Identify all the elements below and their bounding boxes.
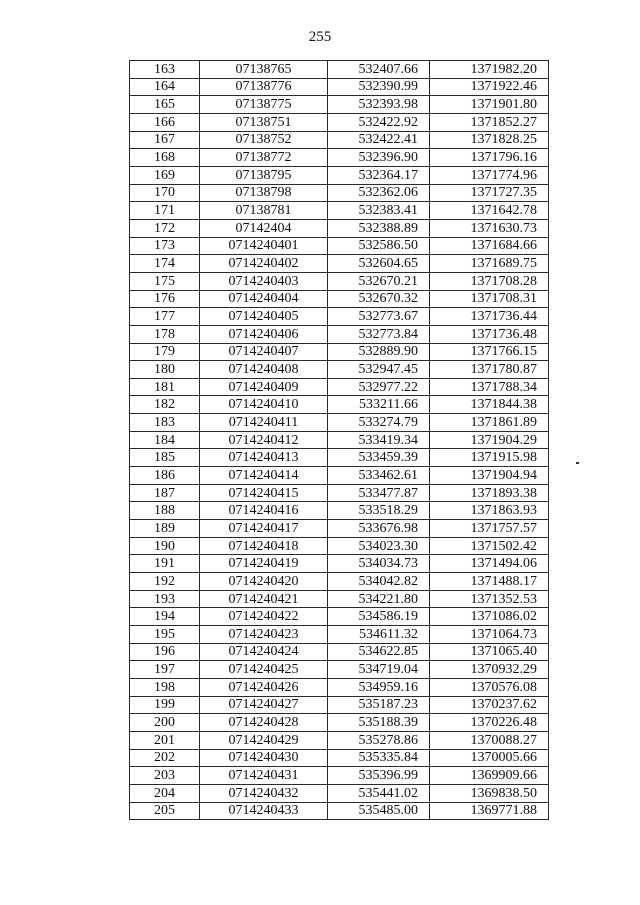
table-row bbox=[130, 802, 549, 820]
point-id-cell: 0714240430 bbox=[200, 749, 328, 767]
row-number-cell: 205 bbox=[130, 802, 200, 820]
x-coordinate-cell: 533211.66 bbox=[328, 396, 430, 414]
row-number-cell: 171 bbox=[130, 202, 200, 220]
x-coordinate-cell: 533419.34 bbox=[328, 431, 430, 449]
x-coordinate-cell: 532407.66 bbox=[328, 61, 430, 79]
x-coordinate-cell: 535278.86 bbox=[328, 731, 430, 749]
point-id-cell: 0714240406 bbox=[200, 325, 328, 343]
row-number-cell: 183 bbox=[130, 414, 200, 432]
y-coordinate-cell: 1371684.66 bbox=[430, 237, 549, 255]
x-coordinate-cell: 535335.84 bbox=[328, 749, 430, 767]
row-number-cell: 187 bbox=[130, 484, 200, 502]
y-coordinate-cell: 1371708.28 bbox=[430, 272, 549, 290]
row-number-cell: 186 bbox=[130, 467, 200, 485]
row-number-cell: 180 bbox=[130, 361, 200, 379]
point-id-cell: 07138776 bbox=[200, 78, 328, 96]
point-id-cell: 0714240422 bbox=[200, 608, 328, 626]
point-id-cell: 0714240407 bbox=[200, 343, 328, 361]
scan-artifact-mark bbox=[576, 462, 579, 464]
x-coordinate-cell: 532390.99 bbox=[328, 78, 430, 96]
table-row bbox=[130, 219, 549, 237]
point-id-cell: 0714240408 bbox=[200, 361, 328, 379]
table-row bbox=[130, 608, 549, 626]
x-coordinate-cell: 533477.87 bbox=[328, 484, 430, 502]
y-coordinate-cell: 1371915.98 bbox=[430, 449, 549, 467]
point-id-cell: 0714240426 bbox=[200, 678, 328, 696]
x-coordinate-cell: 533518.29 bbox=[328, 502, 430, 520]
y-coordinate-cell: 1371352.53 bbox=[430, 590, 549, 608]
table-row bbox=[130, 643, 549, 661]
point-id-cell: 0714240428 bbox=[200, 714, 328, 732]
y-coordinate-cell: 1369838.50 bbox=[430, 784, 549, 802]
row-number-cell: 172 bbox=[130, 219, 200, 237]
x-coordinate-cell: 532977.22 bbox=[328, 378, 430, 396]
x-coordinate-cell: 534959.16 bbox=[328, 678, 430, 696]
y-coordinate-cell: 1371642.78 bbox=[430, 202, 549, 220]
table-row bbox=[130, 767, 549, 785]
table-row bbox=[130, 343, 549, 361]
row-number-cell: 185 bbox=[130, 449, 200, 467]
table-row bbox=[130, 396, 549, 414]
point-id-cell: 07138795 bbox=[200, 166, 328, 184]
point-id-cell: 0714240411 bbox=[200, 414, 328, 432]
y-coordinate-cell: 1370237.62 bbox=[430, 696, 549, 714]
table-row bbox=[130, 431, 549, 449]
row-number-cell: 194 bbox=[130, 608, 200, 626]
page-number: 255 bbox=[308, 29, 332, 45]
y-coordinate-cell: 1371852.27 bbox=[430, 113, 549, 131]
y-coordinate-cell: 1371774.96 bbox=[430, 166, 549, 184]
row-number-cell: 169 bbox=[130, 166, 200, 184]
x-coordinate-cell: 532422.92 bbox=[328, 113, 430, 131]
row-number-cell: 191 bbox=[130, 555, 200, 573]
y-coordinate-cell: 1370932.29 bbox=[430, 661, 549, 679]
table-row bbox=[130, 678, 549, 696]
y-coordinate-cell: 1371844.38 bbox=[430, 396, 549, 414]
table-row bbox=[130, 696, 549, 714]
table-row bbox=[130, 61, 549, 79]
point-id-cell: 07142404 bbox=[200, 219, 328, 237]
x-coordinate-cell: 535441.02 bbox=[328, 784, 430, 802]
y-coordinate-cell: 1371893.38 bbox=[430, 484, 549, 502]
coordinate-table bbox=[129, 60, 549, 820]
row-number-cell: 196 bbox=[130, 643, 200, 661]
y-coordinate-cell: 1371904.94 bbox=[430, 467, 549, 485]
y-coordinate-cell: 1370576.08 bbox=[430, 678, 549, 696]
row-number-cell: 201 bbox=[130, 731, 200, 749]
row-number-cell: 167 bbox=[130, 131, 200, 149]
table-row bbox=[130, 290, 549, 308]
row-number-cell: 204 bbox=[130, 784, 200, 802]
point-id-cell: 0714240417 bbox=[200, 520, 328, 538]
x-coordinate-cell: 532364.17 bbox=[328, 166, 430, 184]
row-number-cell: 202 bbox=[130, 749, 200, 767]
row-number-cell: 166 bbox=[130, 113, 200, 131]
table-row bbox=[130, 749, 549, 767]
x-coordinate-cell: 532388.89 bbox=[328, 219, 430, 237]
table-row bbox=[130, 166, 549, 184]
point-id-cell: 0714240403 bbox=[200, 272, 328, 290]
row-number-cell: 170 bbox=[130, 184, 200, 202]
point-id-cell: 0714240413 bbox=[200, 449, 328, 467]
table-row bbox=[130, 626, 549, 644]
row-number-cell: 193 bbox=[130, 590, 200, 608]
x-coordinate-cell: 534611.32 bbox=[328, 626, 430, 644]
y-coordinate-cell: 1371828.25 bbox=[430, 131, 549, 149]
point-id-cell: 07138751 bbox=[200, 113, 328, 131]
x-coordinate-cell: 535396.99 bbox=[328, 767, 430, 785]
point-id-cell: 0714240401 bbox=[200, 237, 328, 255]
row-number-cell: 178 bbox=[130, 325, 200, 343]
x-coordinate-cell: 535188.39 bbox=[328, 714, 430, 732]
y-coordinate-cell: 1371086.02 bbox=[430, 608, 549, 626]
x-coordinate-cell: 532586.50 bbox=[328, 237, 430, 255]
y-coordinate-cell: 1371494.06 bbox=[430, 555, 549, 573]
y-coordinate-cell: 1371796.16 bbox=[430, 149, 549, 167]
table-row bbox=[130, 520, 549, 538]
y-coordinate-cell: 1371708.31 bbox=[430, 290, 549, 308]
row-number-cell: 190 bbox=[130, 537, 200, 555]
point-id-cell: 07138775 bbox=[200, 96, 328, 114]
x-coordinate-cell: 533274.79 bbox=[328, 414, 430, 432]
point-id-cell: 0714240415 bbox=[200, 484, 328, 502]
table-row bbox=[130, 131, 549, 149]
table-row bbox=[130, 149, 549, 167]
row-number-cell: 200 bbox=[130, 714, 200, 732]
y-coordinate-cell: 1371689.75 bbox=[430, 255, 549, 273]
table-row bbox=[130, 272, 549, 290]
x-coordinate-cell: 532670.21 bbox=[328, 272, 430, 290]
y-coordinate-cell: 1371736.44 bbox=[430, 308, 549, 326]
y-coordinate-cell: 1371780.87 bbox=[430, 361, 549, 379]
row-number-cell: 189 bbox=[130, 520, 200, 538]
table-row bbox=[130, 502, 549, 520]
table-row bbox=[130, 537, 549, 555]
row-number-cell: 198 bbox=[130, 678, 200, 696]
point-id-cell: 0714240433 bbox=[200, 802, 328, 820]
point-id-cell: 0714240418 bbox=[200, 537, 328, 555]
point-id-cell: 07138781 bbox=[200, 202, 328, 220]
x-coordinate-cell: 532670.32 bbox=[328, 290, 430, 308]
x-coordinate-cell: 535187.23 bbox=[328, 696, 430, 714]
row-number-cell: 181 bbox=[130, 378, 200, 396]
x-coordinate-cell: 534622.85 bbox=[328, 643, 430, 661]
row-number-cell: 173 bbox=[130, 237, 200, 255]
table-row bbox=[130, 714, 549, 732]
y-coordinate-cell: 1371861.89 bbox=[430, 414, 549, 432]
y-coordinate-cell: 1371064.73 bbox=[430, 626, 549, 644]
row-number-cell: 195 bbox=[130, 626, 200, 644]
table-row bbox=[130, 325, 549, 343]
point-id-cell: 0714240429 bbox=[200, 731, 328, 749]
point-id-cell: 0714240402 bbox=[200, 255, 328, 273]
y-coordinate-cell: 1371788.34 bbox=[430, 378, 549, 396]
point-id-cell: 0714240420 bbox=[200, 573, 328, 591]
row-number-cell: 164 bbox=[130, 78, 200, 96]
y-coordinate-cell: 1371922.46 bbox=[430, 78, 549, 96]
y-coordinate-cell: 1371757.57 bbox=[430, 520, 549, 538]
row-number-cell: 168 bbox=[130, 149, 200, 167]
y-coordinate-cell: 1371736.48 bbox=[430, 325, 549, 343]
y-coordinate-cell: 1371766.15 bbox=[430, 343, 549, 361]
y-coordinate-cell: 1371065.40 bbox=[430, 643, 549, 661]
x-coordinate-cell: 534221.80 bbox=[328, 590, 430, 608]
x-coordinate-cell: 532362.06 bbox=[328, 184, 430, 202]
point-id-cell: 0714240421 bbox=[200, 590, 328, 608]
table-row bbox=[130, 784, 549, 802]
row-number-cell: 188 bbox=[130, 502, 200, 520]
point-id-cell: 0714240432 bbox=[200, 784, 328, 802]
table-row bbox=[130, 361, 549, 379]
table-row bbox=[130, 113, 549, 131]
table-row bbox=[130, 378, 549, 396]
row-number-cell: 199 bbox=[130, 696, 200, 714]
table-row bbox=[130, 484, 549, 502]
y-coordinate-cell: 1370226.48 bbox=[430, 714, 549, 732]
y-coordinate-cell: 1370088.27 bbox=[430, 731, 549, 749]
row-number-cell: 177 bbox=[130, 308, 200, 326]
x-coordinate-cell: 535485.00 bbox=[328, 802, 430, 820]
point-id-cell: 07138752 bbox=[200, 131, 328, 149]
point-id-cell: 07138772 bbox=[200, 149, 328, 167]
x-coordinate-cell: 534719.04 bbox=[328, 661, 430, 679]
point-id-cell: 0714240405 bbox=[200, 308, 328, 326]
point-id-cell: 0714240410 bbox=[200, 396, 328, 414]
x-coordinate-cell: 532773.67 bbox=[328, 308, 430, 326]
y-coordinate-cell: 1369909.66 bbox=[430, 767, 549, 785]
x-coordinate-cell: 532422.41 bbox=[328, 131, 430, 149]
row-number-cell: 165 bbox=[130, 96, 200, 114]
point-id-cell: 0714240427 bbox=[200, 696, 328, 714]
point-id-cell: 0714240425 bbox=[200, 661, 328, 679]
x-coordinate-cell: 534042.82 bbox=[328, 573, 430, 591]
table-row bbox=[130, 184, 549, 202]
y-coordinate-cell: 1370005.66 bbox=[430, 749, 549, 767]
point-id-cell: 0714240423 bbox=[200, 626, 328, 644]
y-coordinate-cell: 1371863.93 bbox=[430, 502, 549, 520]
x-coordinate-cell: 532383.41 bbox=[328, 202, 430, 220]
row-number-cell: 163 bbox=[130, 61, 200, 79]
point-id-cell: 0714240419 bbox=[200, 555, 328, 573]
point-id-cell: 07138765 bbox=[200, 61, 328, 79]
table-body bbox=[130, 61, 549, 820]
y-coordinate-cell: 1371630.73 bbox=[430, 219, 549, 237]
table-row bbox=[130, 78, 549, 96]
x-coordinate-cell: 533459.39 bbox=[328, 449, 430, 467]
row-number-cell: 192 bbox=[130, 573, 200, 591]
table-row bbox=[130, 590, 549, 608]
point-id-cell: 0714240431 bbox=[200, 767, 328, 785]
point-id-cell: 0714240404 bbox=[200, 290, 328, 308]
x-coordinate-cell: 532393.98 bbox=[328, 96, 430, 114]
x-coordinate-cell: 534586.19 bbox=[328, 608, 430, 626]
y-coordinate-cell: 1371901.80 bbox=[430, 96, 549, 114]
row-number-cell: 184 bbox=[130, 431, 200, 449]
point-id-cell: 0714240412 bbox=[200, 431, 328, 449]
x-coordinate-cell: 532604.65 bbox=[328, 255, 430, 273]
table-row bbox=[130, 573, 549, 591]
x-coordinate-cell: 533676.98 bbox=[328, 520, 430, 538]
table-row bbox=[130, 202, 549, 220]
row-number-cell: 182 bbox=[130, 396, 200, 414]
y-coordinate-cell: 1371982.20 bbox=[430, 61, 549, 79]
x-coordinate-cell: 534023.30 bbox=[328, 537, 430, 555]
row-number-cell: 175 bbox=[130, 272, 200, 290]
row-number-cell: 179 bbox=[130, 343, 200, 361]
table-row bbox=[130, 414, 549, 432]
point-id-cell: 0714240416 bbox=[200, 502, 328, 520]
table-row bbox=[130, 308, 549, 326]
row-number-cell: 174 bbox=[130, 255, 200, 273]
y-coordinate-cell: 1371727.35 bbox=[430, 184, 549, 202]
x-coordinate-cell: 534034.73 bbox=[328, 555, 430, 573]
y-coordinate-cell: 1371502.42 bbox=[430, 537, 549, 555]
table-row bbox=[130, 555, 549, 573]
table-row bbox=[130, 449, 549, 467]
point-id-cell: 0714240409 bbox=[200, 378, 328, 396]
y-coordinate-cell: 1369771.88 bbox=[430, 802, 549, 820]
point-id-cell: 0714240414 bbox=[200, 467, 328, 485]
point-id-cell: 0714240424 bbox=[200, 643, 328, 661]
table-row bbox=[130, 237, 549, 255]
y-coordinate-cell: 1371488.17 bbox=[430, 573, 549, 591]
table-row bbox=[130, 96, 549, 114]
row-number-cell: 203 bbox=[130, 767, 200, 785]
table-row bbox=[130, 731, 549, 749]
x-coordinate-cell: 532947.45 bbox=[328, 361, 430, 379]
row-number-cell: 176 bbox=[130, 290, 200, 308]
x-coordinate-cell: 532773.84 bbox=[328, 325, 430, 343]
table-row bbox=[130, 661, 549, 679]
x-coordinate-cell: 533462.61 bbox=[328, 467, 430, 485]
point-id-cell: 07138798 bbox=[200, 184, 328, 202]
x-coordinate-cell: 532889.90 bbox=[328, 343, 430, 361]
x-coordinate-cell: 532396.90 bbox=[328, 149, 430, 167]
row-number-cell: 197 bbox=[130, 661, 200, 679]
table-row bbox=[130, 255, 549, 273]
table-row bbox=[130, 467, 549, 485]
y-coordinate-cell: 1371904.29 bbox=[430, 431, 549, 449]
